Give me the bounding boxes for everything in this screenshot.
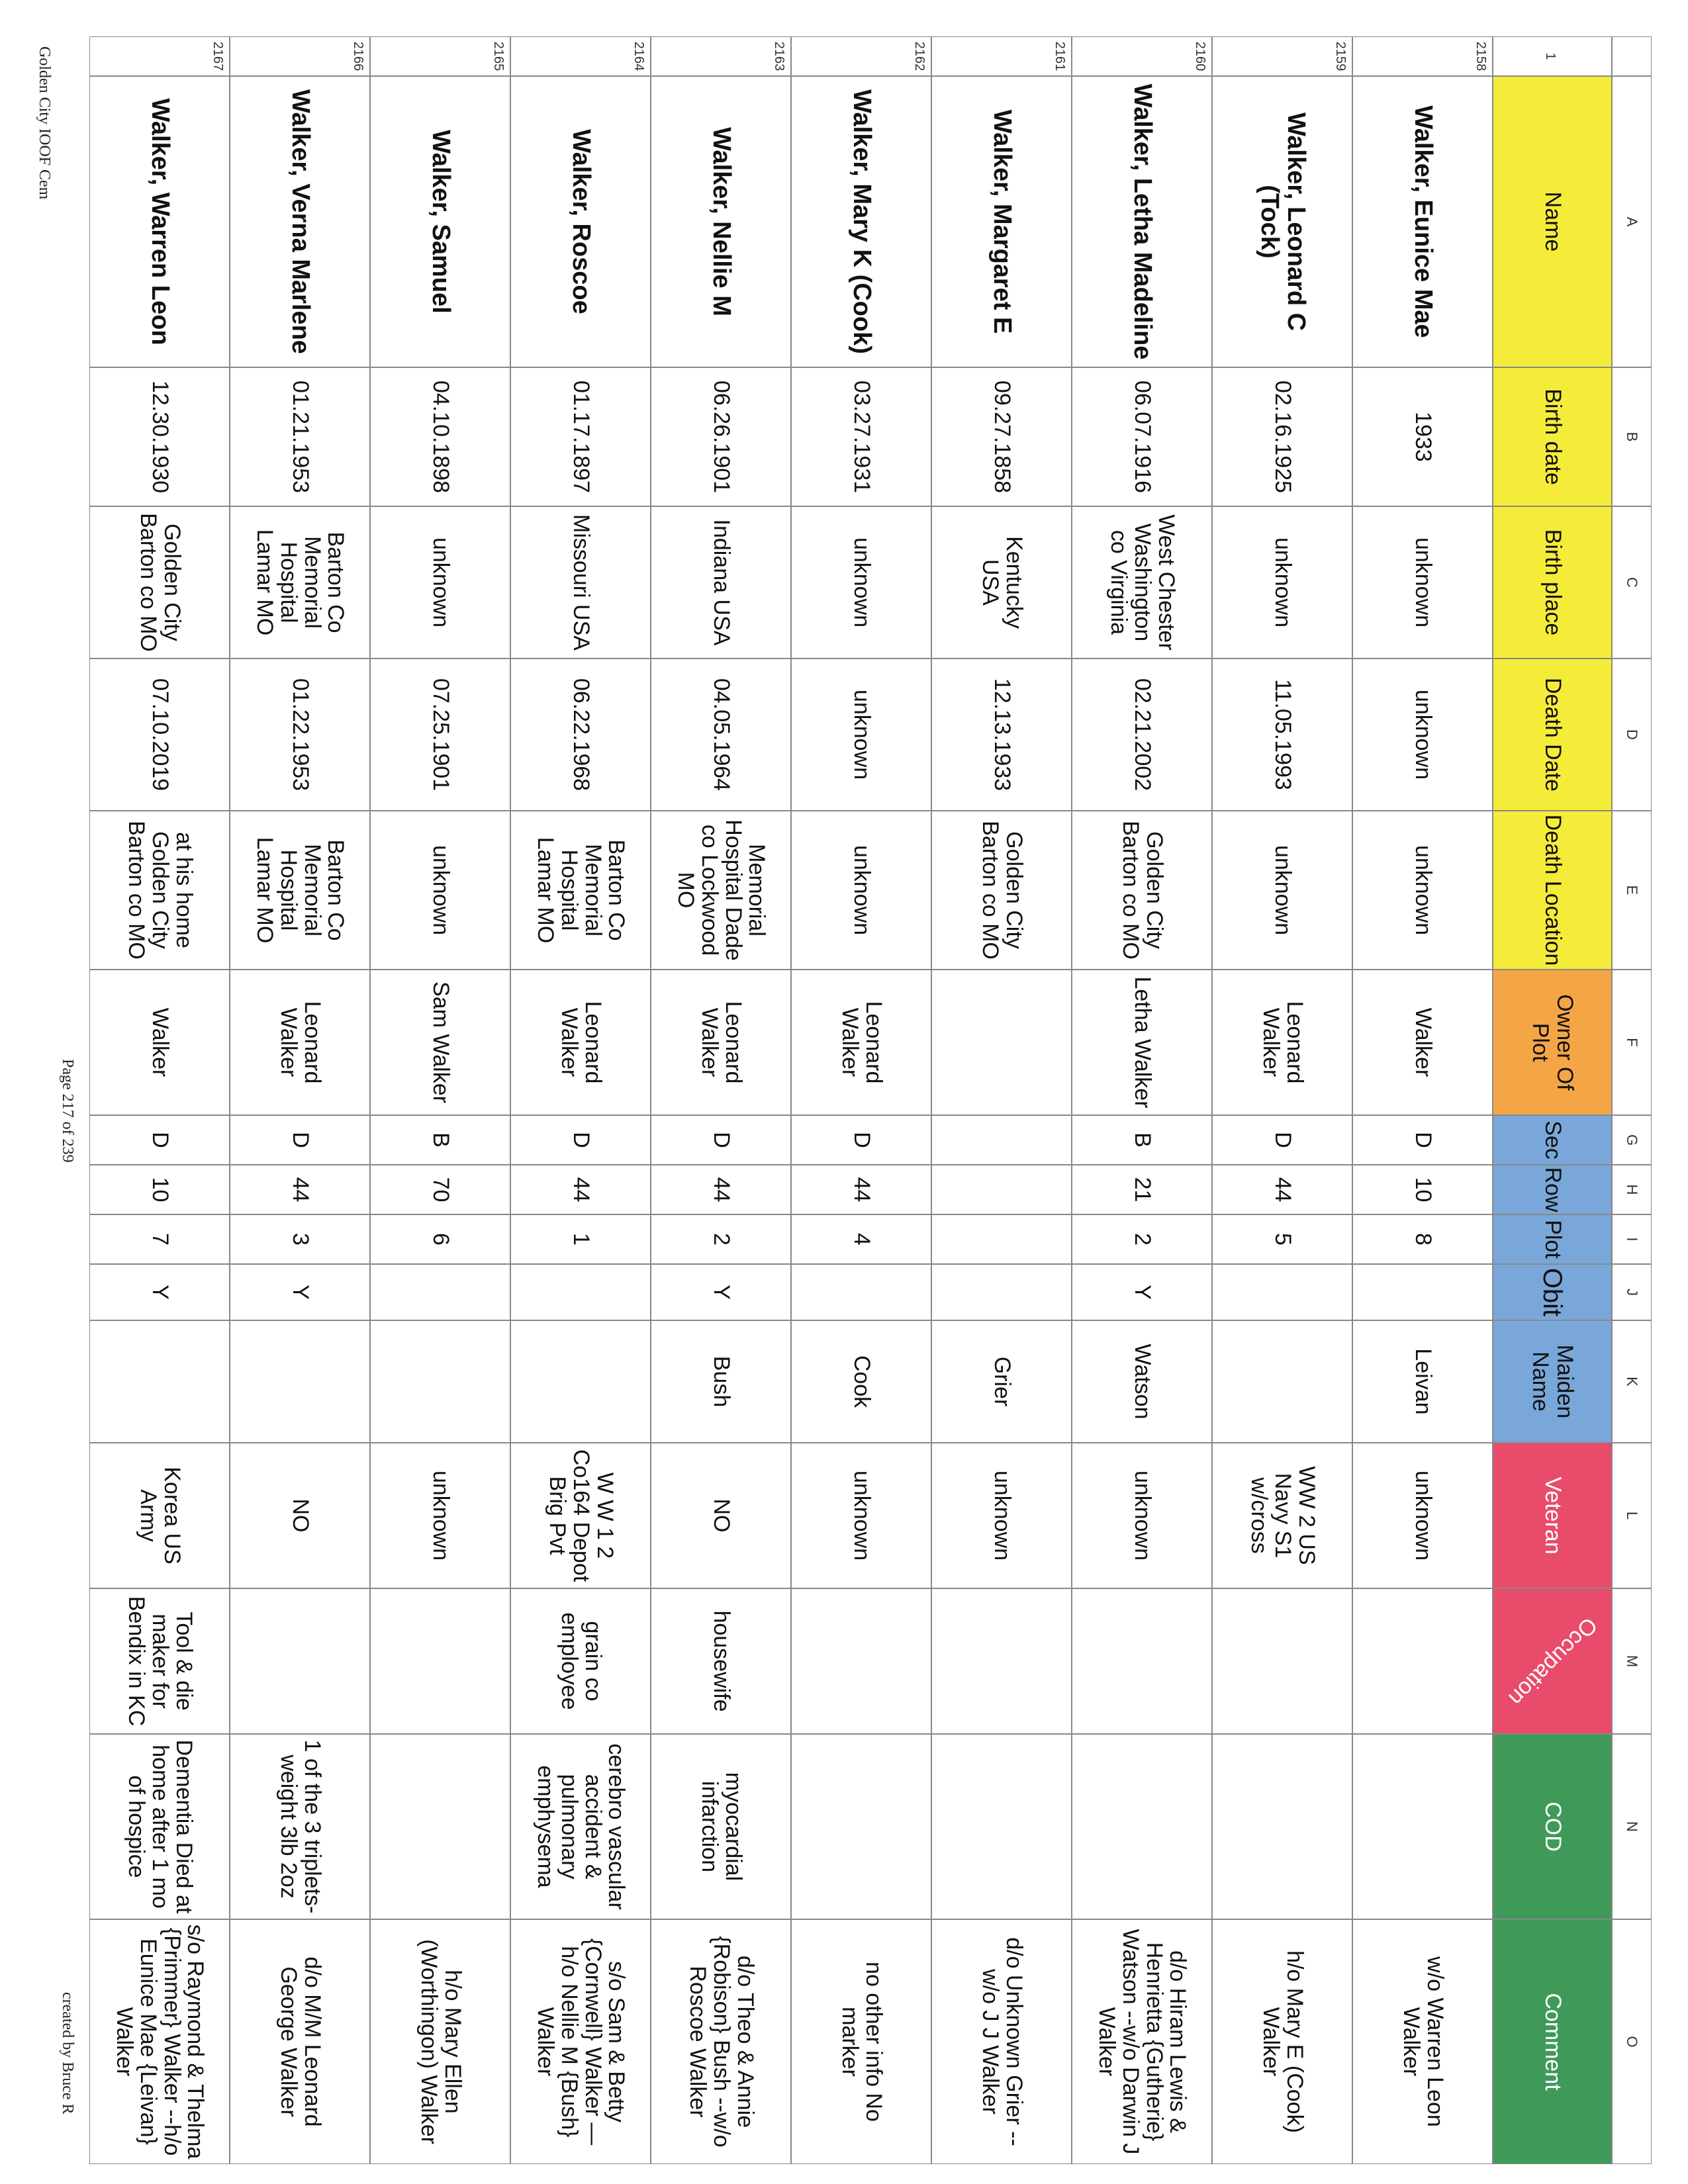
- column-letter-birth-place: C: [1612, 506, 1652, 659]
- column-letter-cod: N: [1612, 1734, 1652, 1919]
- cell-plot: 4: [791, 1214, 931, 1264]
- header-obit: [1493, 1264, 1612, 1320]
- cell-cod: [1072, 1734, 1212, 1919]
- cell-plot: 2: [651, 1214, 791, 1264]
- cell-obit: Y: [1072, 1264, 1212, 1320]
- cell-maiden-name: Watson: [1072, 1320, 1212, 1443]
- column-letter-death-date: D: [1612, 659, 1652, 811]
- row-number: 2158: [1352, 36, 1493, 76]
- header-row: [1493, 1165, 1612, 1214]
- cell-sec: D: [791, 1115, 931, 1165]
- cell-veteran: NO: [230, 1443, 370, 1588]
- cell-veteran: unknown: [370, 1443, 510, 1588]
- cell-birth-date: 12.30.1930: [89, 367, 230, 506]
- cell-birth-place: unknown: [1212, 506, 1352, 659]
- cell-obit: [1352, 1264, 1493, 1320]
- cell-sec: B: [1072, 1115, 1212, 1165]
- cell-cod: myocardial infarction: [651, 1734, 791, 1919]
- cell-occupation: housewife: [651, 1588, 791, 1734]
- cell-death-location: unknown: [370, 811, 510, 970]
- cell-comment: s/o Raymond & Thelma {Primmer} Walker --h/o Eunice Mae {Leivan} Walker: [89, 1919, 230, 2164]
- cell-birth-place: Golden City Barton co MO: [89, 506, 230, 659]
- cell-row: 10: [89, 1165, 230, 1214]
- cell-cod: [370, 1734, 510, 1919]
- cell-sec: D: [1352, 1115, 1493, 1165]
- cell-row: 44: [230, 1165, 370, 1214]
- cell-veteran: NO: [651, 1443, 791, 1588]
- cell-owner-of-plot: Leonard Walker: [651, 970, 791, 1115]
- cell-veteran: Korea US Army: [89, 1443, 230, 1588]
- cell-row: 44: [791, 1165, 931, 1214]
- cell-birth-date: 01.17.1897: [510, 367, 651, 506]
- header-name: [1493, 76, 1612, 367]
- cell-cod: Dementia Died at home after 1 mo of hospice: [89, 1734, 230, 1919]
- footer-center: Page 217 of 239: [59, 1059, 76, 1163]
- cell-birth-date: 04.10.1898: [370, 367, 510, 506]
- cell-birth-date: 03.27.1931: [791, 367, 931, 506]
- cell-comment: h/o Mary Ellen (Worthingon) Walker: [370, 1919, 510, 2164]
- cell-death-location: unknown: [1352, 811, 1493, 970]
- header-birth-place: [1493, 506, 1612, 659]
- header-label: Death Date: [1540, 678, 1566, 792]
- cell-death-date: 12.13.1933: [931, 659, 1072, 811]
- cell-plot: 5: [1212, 1214, 1352, 1264]
- cell-birth-date: 01.21.1953: [230, 367, 370, 506]
- cell-occupation: [931, 1588, 1072, 1734]
- cell-row: 10: [1352, 1165, 1493, 1214]
- cell-obit: Y: [230, 1264, 370, 1320]
- row-number: 2160: [1072, 36, 1212, 76]
- header-owner-of-plot: [1493, 970, 1612, 1115]
- cell-obit: [931, 1264, 1072, 1320]
- cell-row: 44: [1212, 1165, 1352, 1214]
- cell-owner-of-plot: Leonard Walker: [510, 970, 651, 1115]
- cell-cod: [1352, 1734, 1493, 1919]
- cell-name: Walker, Samuel: [370, 76, 510, 367]
- cell-birth-place: unknown: [1352, 506, 1493, 659]
- cell-owner-of-plot: Leonard Walker: [1212, 970, 1352, 1115]
- cell-death-date: 01.22.1953: [230, 659, 370, 811]
- row-number: 2165: [370, 36, 510, 76]
- cell-obit: [510, 1264, 651, 1320]
- cell-birth-place: unknown: [370, 506, 510, 659]
- cell-owner-of-plot: Leonard Walker: [230, 970, 370, 1115]
- cell-maiden-name: [89, 1320, 230, 1443]
- header-label: Obit: [1538, 1267, 1567, 1317]
- cell-owner-of-plot: [931, 970, 1072, 1115]
- cell-plot: 2: [1072, 1214, 1212, 1264]
- header-label: Comment: [1540, 1993, 1566, 2091]
- cell-comment: s/o Sam & Betty {Cornwell} Walker —h/o Nellie M {Bush} Walker: [510, 1919, 651, 2164]
- cell-occupation: [230, 1588, 370, 1734]
- header-label: Plot: [1540, 1220, 1566, 1259]
- cell-birth-date: 06.07.1916: [1072, 367, 1212, 506]
- cell-name: Walker, Eunice Mae: [1352, 76, 1493, 367]
- cell-birth-date: 1933: [1352, 367, 1493, 506]
- header-maiden-name: [1493, 1320, 1612, 1443]
- column-letter-owner-of-plot: F: [1612, 970, 1652, 1115]
- cell-comment: d/o Theo & Annie {Robison} Bush --w/o Roscoe Walker: [651, 1919, 791, 2164]
- cell-occupation: [1212, 1588, 1352, 1734]
- cell-death-location: at his home Golden City Barton co MO: [89, 811, 230, 970]
- cell-death-location: Golden City Barton co MO: [1072, 811, 1212, 970]
- cell-veteran: unknown: [931, 1443, 1072, 1588]
- header-label: Birth date: [1540, 388, 1566, 485]
- row-number: 2166: [230, 36, 370, 76]
- cell-name: Walker, Mary K (Cook): [791, 76, 931, 367]
- cell-comment: d/o Unknown Grier --w/o J J Walker: [931, 1919, 1072, 2164]
- header-cod: [1493, 1734, 1612, 1919]
- cell-birth-place: Kentucky USA: [931, 506, 1072, 659]
- cell-death-date: 11.05.1993: [1212, 659, 1352, 811]
- cell-cod: 1 of the 3 triplets- weight 3lb 2oz: [230, 1734, 370, 1919]
- cell-death-location: Barton Co Memorial Hospital Lamar MO: [230, 811, 370, 970]
- cell-occupation: [1352, 1588, 1493, 1734]
- cell-occupation: Tool & die maker for Bendix in KC: [89, 1588, 230, 1734]
- footer-right: created by Bruce R: [59, 1992, 76, 2115]
- header-birth-date: [1493, 367, 1612, 506]
- cell-veteran: W W 1 2 Co164 Depot Brig Pvt: [510, 1443, 651, 1588]
- row-number: 2162: [791, 36, 931, 76]
- cell-comment: h/o Mary E (Cook) Walker: [1212, 1919, 1352, 2164]
- cell-owner-of-plot: Leonard Walker: [791, 970, 931, 1115]
- cell-row: 70: [370, 1165, 510, 1214]
- column-letter-death-location: E: [1612, 811, 1652, 970]
- cell-name: Walker, Roscoe: [510, 76, 651, 367]
- header-label: Sec: [1540, 1120, 1566, 1160]
- cell-cod: [1212, 1734, 1352, 1919]
- cell-name: Walker, Letha Madeline: [1072, 76, 1212, 367]
- cell-plot: 8: [1352, 1214, 1493, 1264]
- cell-death-location: Memorial Hospital Dade co Lockwood MO: [651, 811, 791, 970]
- cell-comment: no other info No marker: [791, 1919, 931, 2164]
- row-number: 2163: [651, 36, 791, 76]
- cell-comment: d/o M/M Leonard George Walker: [230, 1919, 370, 2164]
- header-comment: [1493, 1919, 1612, 2164]
- cell-death-date: 07.10.2019: [89, 659, 230, 811]
- cell-obit: [370, 1264, 510, 1320]
- cell-death-location: unknown: [1212, 811, 1352, 970]
- cell-veteran: unknown: [791, 1443, 931, 1588]
- cell-owner-of-plot: Walker: [89, 970, 230, 1115]
- cell-death-date: unknown: [791, 659, 931, 811]
- row-number: 2159: [1212, 36, 1352, 76]
- cell-death-location: Golden City Barton co MO: [931, 811, 1072, 970]
- cell-name: Walker, Verna Marlene: [230, 76, 370, 367]
- cell-birth-place: unknown: [791, 506, 931, 659]
- cell-death-date: 02.21.2002: [1072, 659, 1212, 811]
- cell-birth-date: 02.16.1925: [1212, 367, 1352, 506]
- column-letter-maiden-name: K: [1612, 1320, 1652, 1443]
- cell-cod: cerebro vascular accident & pulmonary emphysema: [510, 1734, 651, 1919]
- cell-name: Walker, Nellie M: [651, 76, 791, 367]
- column-letter-sec: G: [1612, 1115, 1652, 1165]
- row-number: 2164: [510, 36, 651, 76]
- cell-occupation: grain co employee: [510, 1588, 651, 1734]
- header-label: Birth place: [1540, 529, 1566, 636]
- header-veteran: [1493, 1443, 1612, 1588]
- cell-plot: 7: [89, 1214, 230, 1264]
- row-number: 1: [1493, 36, 1612, 76]
- cell-maiden-name: [370, 1320, 510, 1443]
- cell-maiden-name: Grier: [931, 1320, 1072, 1443]
- cell-cod: [931, 1734, 1072, 1919]
- cell-plot: 1: [510, 1214, 651, 1264]
- cell-veteran: WW 2 US Navy S1 w/cross: [1212, 1443, 1352, 1588]
- cell-death-date: 04.05.1964: [651, 659, 791, 811]
- header-label: Veteran: [1540, 1477, 1566, 1555]
- cell-sec: D: [230, 1115, 370, 1165]
- cell-sec: D: [651, 1115, 791, 1165]
- cell-maiden-name: Bush: [651, 1320, 791, 1443]
- cell-plot: [931, 1214, 1072, 1264]
- cell-row: 44: [651, 1165, 791, 1214]
- cell-sec: [931, 1115, 1072, 1165]
- cell-occupation: [791, 1588, 931, 1734]
- cell-name: Walker, Leonard C (Tock): [1212, 76, 1352, 367]
- cell-plot: 6: [370, 1214, 510, 1264]
- cell-row: 21: [1072, 1165, 1212, 1214]
- cell-name: Walker, Warren Leon: [89, 76, 230, 367]
- header-plot: [1493, 1214, 1612, 1264]
- cell-sec: D: [1212, 1115, 1352, 1165]
- cell-maiden-name: Cook: [791, 1320, 931, 1443]
- column-letter-birth-date: B: [1612, 367, 1652, 506]
- cell-name: Walker, Margaret E: [931, 76, 1072, 367]
- row-number: 2161: [931, 36, 1072, 76]
- header-sec: [1493, 1115, 1612, 1165]
- column-letter-name: A: [1612, 76, 1652, 367]
- cell-sec: B: [370, 1115, 510, 1165]
- header-death-date: [1493, 659, 1612, 811]
- cell-maiden-name: [230, 1320, 370, 1443]
- cell-maiden-name: [510, 1320, 651, 1443]
- cell-death-location: unknown: [791, 811, 931, 970]
- cell-maiden-name: [1212, 1320, 1352, 1443]
- cell-birth-date: 09.27.1858: [931, 367, 1072, 506]
- cell-veteran: unknown: [1352, 1443, 1493, 1588]
- header-label: Death Location: [1540, 814, 1566, 966]
- corner-cell: [1612, 36, 1652, 76]
- cell-death-date: unknown: [1352, 659, 1493, 811]
- cell-owner-of-plot: Letha Walker: [1072, 970, 1212, 1115]
- cell-owner-of-plot: Sam Walker: [370, 970, 510, 1115]
- column-letter-plot: I: [1612, 1214, 1652, 1264]
- cell-owner-of-plot: Walker: [1352, 970, 1493, 1115]
- cell-row: 44: [510, 1165, 651, 1214]
- column-letter-veteran: L: [1612, 1443, 1652, 1588]
- cell-birth-place: West Chester Washington co Virginia: [1072, 506, 1212, 659]
- cell-occupation: [370, 1588, 510, 1734]
- header-label: Occupation: [1503, 1612, 1602, 1711]
- column-letter-occupation: M: [1612, 1588, 1652, 1734]
- cell-death-date: 06.22.1968: [510, 659, 651, 811]
- cell-obit: [791, 1264, 931, 1320]
- header-label: Row: [1540, 1167, 1566, 1212]
- header-label: Name: [1540, 191, 1566, 252]
- cell-comment: w/o Warren Leon Walker: [1352, 1919, 1493, 2164]
- cell-comment: d/o Hiram Lewis & Henrietta {Gutherie} Watson --w/o Darwin J Walker: [1072, 1919, 1212, 2164]
- cell-sec: D: [510, 1115, 651, 1165]
- cell-obit: Y: [89, 1264, 230, 1320]
- cell-veteran: unknown: [1072, 1443, 1212, 1588]
- column-letter-row: H: [1612, 1165, 1652, 1214]
- cell-birth-place: Indiana USA: [651, 506, 791, 659]
- cell-obit: [1212, 1264, 1352, 1320]
- row-number: 2167: [89, 36, 230, 76]
- column-letter-comment: O: [1612, 1919, 1652, 2164]
- cell-plot: 3: [230, 1214, 370, 1264]
- cell-obit: Y: [651, 1264, 791, 1320]
- cell-occupation: [1072, 1588, 1212, 1734]
- cell-sec: D: [89, 1115, 230, 1165]
- header-death-location: [1493, 811, 1612, 970]
- cell-row: [931, 1165, 1072, 1214]
- column-letter-obit: J: [1612, 1264, 1652, 1320]
- header-occupation: [1493, 1588, 1612, 1734]
- header-label: Owner Of Plot: [1528, 994, 1578, 1091]
- footer-left: Golden City IOOF Cem: [36, 46, 53, 200]
- cell-cod: [791, 1734, 931, 1919]
- cell-death-date: 07.25.1901: [370, 659, 510, 811]
- cell-birth-place: Barton Co Memorial Hospital Lamar MO: [230, 506, 370, 659]
- header-label: Maiden Name: [1528, 1344, 1578, 1419]
- cell-birth-place: Missouri USA: [510, 506, 651, 659]
- cell-maiden-name: Leivan: [1352, 1320, 1493, 1443]
- cell-death-location: Barton Co Memorial Hospital Lamar MO: [510, 811, 651, 970]
- header-label: COD: [1540, 1801, 1566, 1852]
- cell-birth-date: 06.26.1901: [651, 367, 791, 506]
